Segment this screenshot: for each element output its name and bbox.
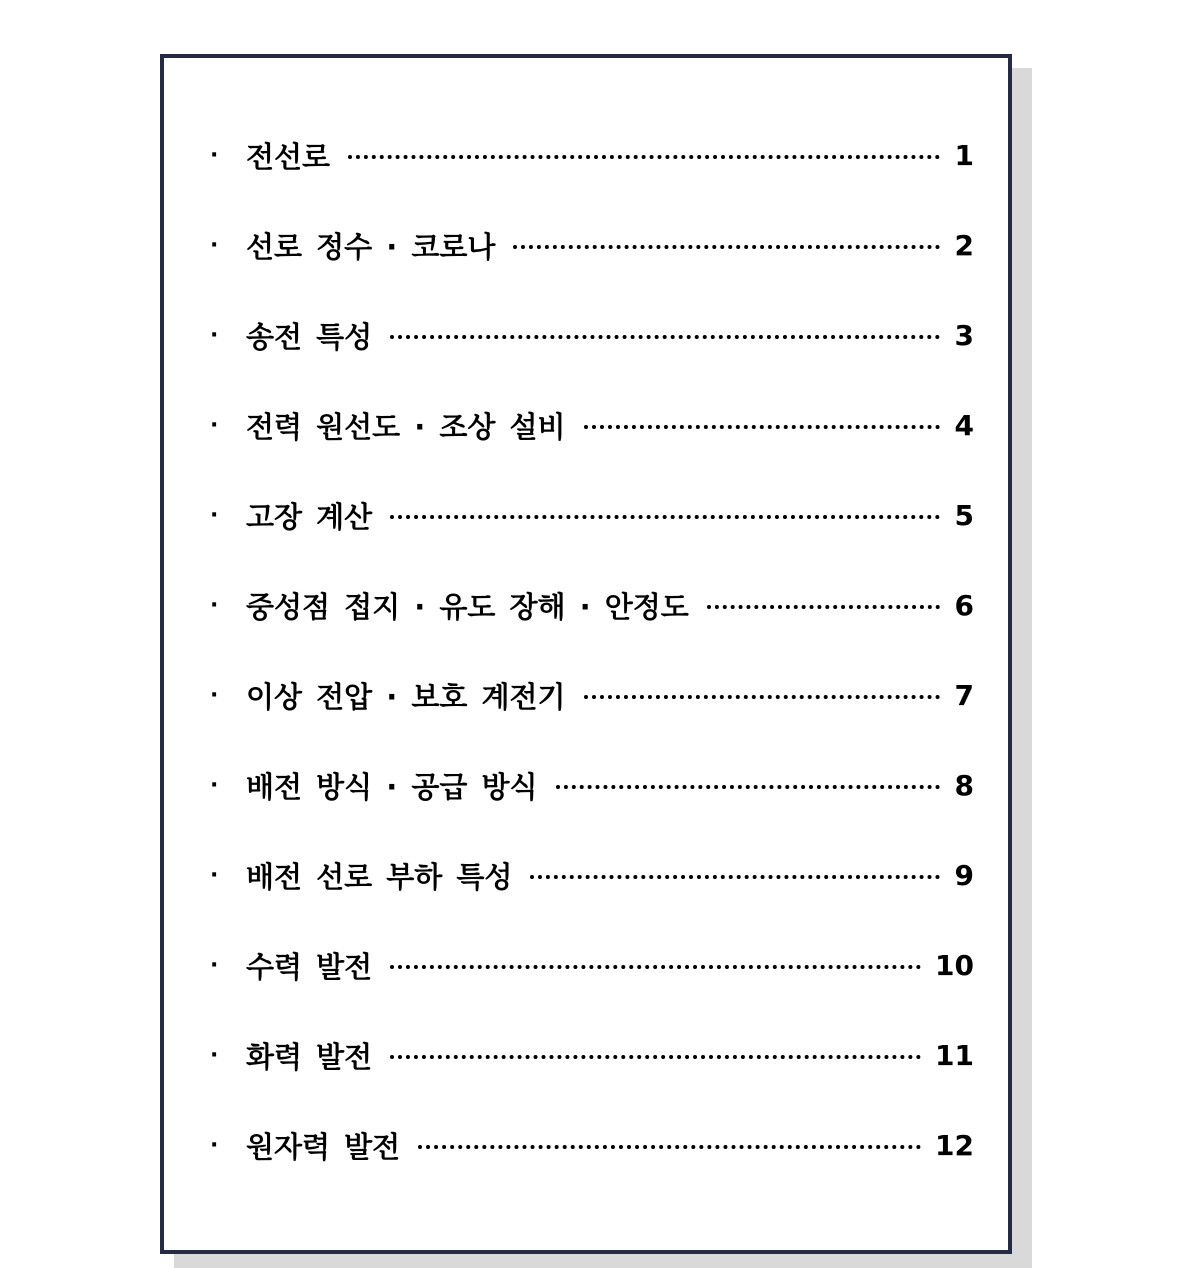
toc-entry-title: 수력 발전 (246, 949, 373, 984)
bullet-icon: · (210, 772, 219, 798)
toc-entry-page-number: 9 (954, 858, 974, 892)
dot-leader (556, 785, 940, 789)
bullet-icon: · (210, 682, 219, 708)
bullet-icon: · (210, 142, 219, 168)
toc-entry-page-number: 12 (935, 1128, 974, 1162)
bullet-icon: · (210, 412, 219, 438)
toc-entry-title: 화력 발전 (246, 1039, 373, 1074)
bullet-icon: · (210, 592, 219, 618)
dot-leader (584, 425, 940, 429)
toc-entry-12[interactable] (208, 1100, 974, 1190)
toc-entry-page-number: 2 (954, 228, 974, 262)
toc-entry-title: 배전 방식 · 공급 방식 (246, 769, 538, 804)
dot-leader (348, 155, 940, 159)
dot-leader (390, 965, 921, 969)
toc-entry-8[interactable] (208, 740, 974, 830)
toc-entry-1[interactable] (208, 110, 974, 200)
bullet-icon: · (210, 862, 219, 888)
toc-entry-page-number: 10 (935, 948, 974, 982)
bullet-icon: · (210, 1042, 219, 1068)
bullet-icon: · (210, 502, 219, 528)
toc-entry-7[interactable] (208, 650, 974, 740)
toc-entry-10[interactable] (208, 920, 974, 1010)
toc-entry-page-number: 3 (954, 318, 974, 352)
dot-leader (390, 335, 940, 339)
toc-entry-3[interactable] (208, 290, 974, 380)
dot-leader (530, 875, 940, 879)
toc-entry-title: 원자력 발전 (246, 1129, 401, 1164)
toc-entry-title: 고장 계산 (246, 499, 373, 534)
toc-entry-11[interactable] (208, 1010, 974, 1100)
bullet-icon: · (210, 322, 219, 348)
dot-leader (390, 515, 940, 519)
bullet-icon: · (210, 952, 219, 978)
toc-entry-page-number: 6 (954, 588, 974, 622)
toc-entry-4[interactable] (208, 380, 974, 470)
toc-entry-title: 전선로 (246, 139, 331, 174)
document-page (160, 54, 1012, 1254)
toc-entry-2[interactable] (208, 200, 974, 290)
toc-entry-6[interactable] (208, 560, 974, 650)
toc-entry-page-number: 11 (935, 1038, 974, 1072)
toc-entry-title: 중성점 접지 · 유도 장해 · 안정도 (246, 589, 689, 624)
toc-entry-5[interactable] (208, 470, 974, 560)
dot-leader (707, 605, 940, 609)
toc-entry-title: 이상 전압 · 보호 계전기 (246, 679, 566, 714)
table-of-contents (208, 110, 974, 1190)
toc-entry-9[interactable] (208, 830, 974, 920)
toc-entry-page-number: 7 (954, 678, 974, 712)
bullet-icon: · (210, 1132, 219, 1158)
dot-leader (513, 245, 940, 249)
toc-entry-page-number: 5 (954, 498, 974, 532)
toc-entry-page-number: 4 (954, 408, 974, 442)
bullet-icon: · (210, 232, 219, 258)
dot-leader (418, 1145, 921, 1149)
toc-entry-title: 송전 특성 (246, 319, 373, 354)
toc-entry-title: 전력 원선도 · 조상 설비 (246, 409, 566, 444)
toc-entry-title: 선로 정수 · 코로나 (246, 229, 496, 264)
toc-entry-page-number: 1 (954, 138, 974, 172)
toc-entry-title: 배전 선로 부하 특성 (246, 859, 513, 894)
toc-entry-page-number: 8 (954, 768, 974, 802)
dot-leader (584, 695, 940, 699)
dot-leader (390, 1055, 921, 1059)
